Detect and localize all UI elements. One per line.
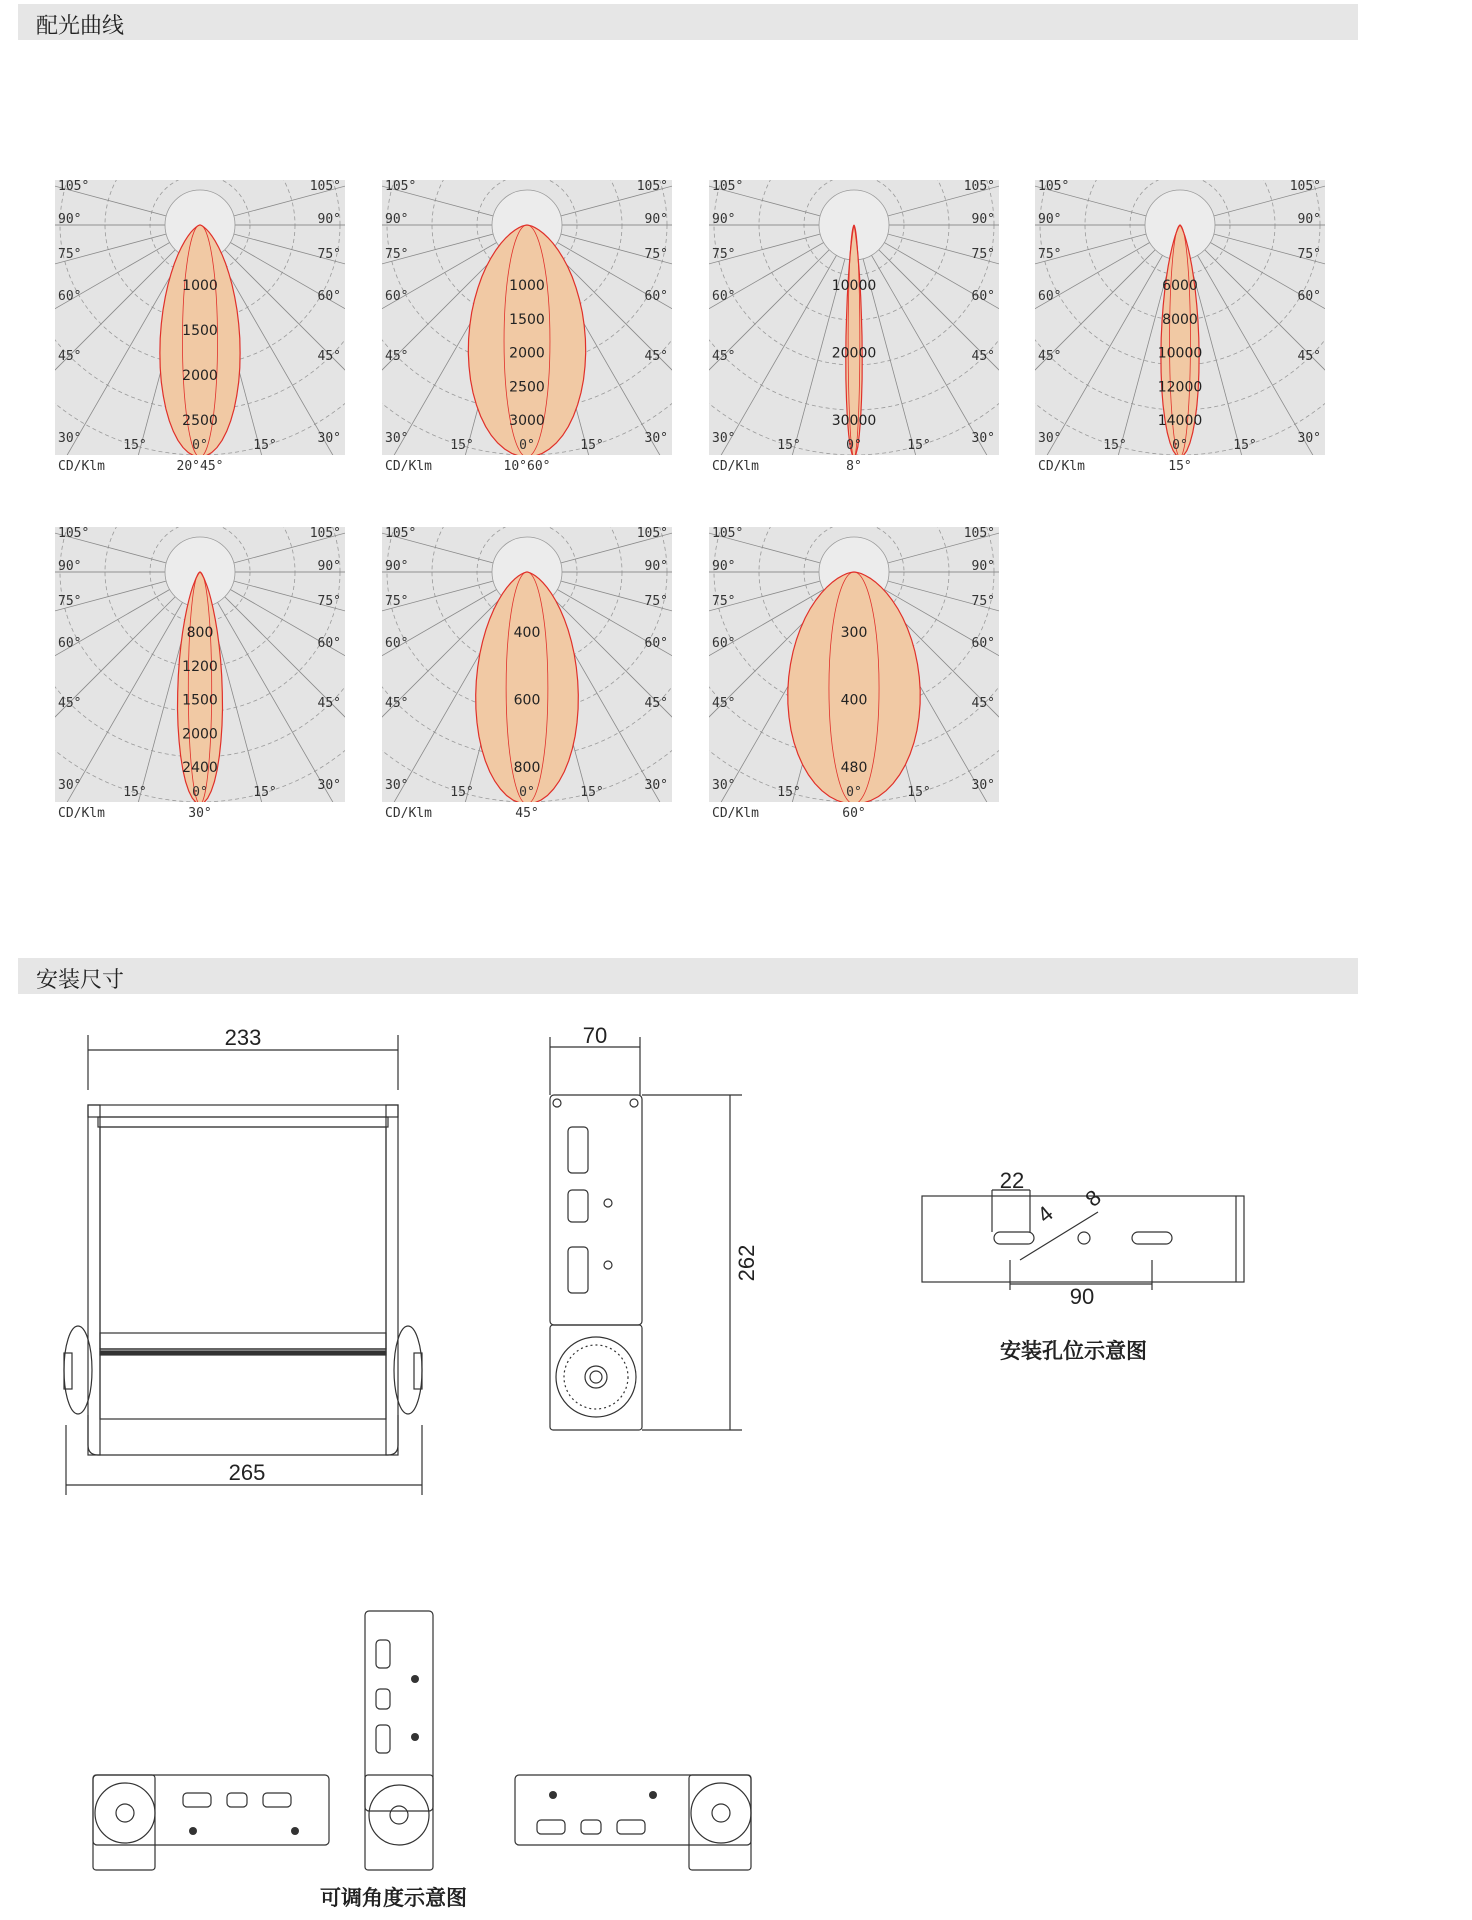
angle-label-right: 105°: [963, 527, 995, 541]
beam-angle-label: 15°: [1168, 459, 1192, 474]
section-title: 配光曲线: [36, 14, 125, 39]
dim-slot-width: 4: [1032, 1200, 1058, 1228]
bottom-tick-label: 15°: [450, 785, 474, 800]
bottom-tick-label: 15°: [253, 438, 277, 453]
radial-value-label: 400: [840, 692, 868, 709]
angle-label-right: 60°: [1297, 289, 1321, 304]
radial-value-label: 14000: [1157, 413, 1203, 429]
bottom-tick-label: 15°: [123, 785, 147, 800]
angle-label-left: 30°: [712, 778, 736, 793]
radial-value-label: 3000: [509, 413, 545, 429]
angle-label-right: 75°: [971, 247, 995, 262]
unit-label: CD/Klm: [385, 459, 432, 474]
radial-value-label: 2000: [509, 345, 545, 362]
side-view-drawing: [530, 1015, 770, 1455]
radial-value-label: 1500: [509, 311, 545, 328]
radial-value-label: 1000: [509, 278, 545, 294]
angle-label-right: 60°: [971, 636, 995, 651]
angle-label-right: 105°: [1289, 180, 1321, 194]
dim-height: 262: [734, 1244, 759, 1282]
unit-label: CD/Klm: [58, 459, 105, 474]
angle-label-left: 90°: [712, 559, 736, 574]
angle-label-right: 30°: [971, 778, 995, 793]
radial-value-label: 400: [513, 625, 541, 641]
bottom-tick-label: 15°: [580, 438, 604, 453]
section-title: 安装尺寸: [36, 968, 125, 993]
angle-label-right: 60°: [317, 636, 341, 651]
polar-chart-svg: [382, 527, 672, 827]
angle-label-left: 30°: [58, 778, 82, 793]
angle-label-left: 75°: [712, 247, 736, 262]
bottom-tick-label: 15°: [907, 438, 931, 453]
polar-chart: [1035, 180, 1325, 480]
angle-label-right: 90°: [317, 212, 341, 227]
angle-label-left: 30°: [58, 431, 82, 446]
angle-label-right: 90°: [1297, 212, 1321, 227]
bottom-tick-label: 15°: [777, 438, 801, 453]
angle-label-left: 105°: [1038, 180, 1070, 194]
angle-label-right: 75°: [317, 247, 341, 262]
dim-slot-distance: 90: [1069, 1284, 1095, 1309]
angle-label-left: 75°: [712, 594, 736, 609]
radial-value-label: 20000: [831, 345, 877, 362]
unit-label: CD/Klm: [385, 806, 432, 821]
dim-front-width: 233: [224, 1025, 262, 1050]
angle-label-left: 45°: [385, 349, 409, 364]
angle-label-right: 75°: [971, 594, 995, 609]
radial-value-label: 800: [186, 625, 214, 641]
angle-label-left: 45°: [385, 696, 409, 711]
angle-label-left: 60°: [1038, 289, 1062, 304]
angle-label-left: 60°: [385, 636, 409, 651]
polar-chart: [55, 527, 345, 827]
beam-angle-label: 10°60°: [503, 459, 551, 474]
angle-label-left: 105°: [385, 527, 417, 541]
bottom-tick-label: 0°: [846, 438, 862, 453]
bottom-tick-label: 15°: [450, 438, 474, 453]
angle-label-right: 45°: [971, 349, 995, 364]
angle-label-right: 105°: [309, 527, 341, 541]
angle-label-right: 30°: [644, 431, 668, 446]
radial-value-label: 8000: [1162, 311, 1198, 328]
angle-label-left: 90°: [385, 212, 409, 227]
radial-value-label: 30000: [831, 413, 877, 429]
angle-label-left: 45°: [1038, 349, 1062, 364]
radial-value-label: 2400: [182, 760, 218, 776]
unit-label: CD/Klm: [712, 806, 759, 821]
angle-label-left: 75°: [385, 594, 409, 609]
angle-label-left: 30°: [712, 431, 736, 446]
angle-label-left: 45°: [58, 349, 82, 364]
angle-label-left: 60°: [58, 636, 82, 651]
angle-label-left: 90°: [712, 212, 736, 227]
angle-label-right: 30°: [317, 431, 341, 446]
angle-label-right: 30°: [644, 778, 668, 793]
bottom-tick-label: 0°: [519, 438, 535, 453]
polar-chart-svg: [55, 527, 345, 827]
angle-label-left: 75°: [58, 594, 82, 609]
radial-value-label: 2500: [182, 413, 218, 429]
bottom-tick-label: 0°: [192, 785, 208, 800]
unit-label: CD/Klm: [58, 806, 105, 821]
polar-chart-svg: [55, 180, 345, 480]
mounting-holes-drawing: [910, 1160, 1250, 1310]
polar-chart-svg: [382, 180, 672, 480]
angle-label-right: 60°: [644, 636, 668, 651]
angle-label-right: 45°: [317, 696, 341, 711]
radial-value-label: 1000: [182, 278, 218, 294]
angle-label-right: 105°: [636, 527, 668, 541]
angle-label-right: 45°: [1297, 349, 1321, 364]
angle-label-right: 60°: [971, 289, 995, 304]
bottom-tick-label: 15°: [1233, 438, 1257, 453]
radial-value-label: 1500: [182, 323, 218, 339]
angle-label-right: 105°: [963, 180, 995, 194]
dim-side-depth: 70: [582, 1023, 608, 1048]
angle-label-left: 90°: [58, 559, 82, 574]
radial-value-label: 6000: [1162, 278, 1198, 294]
polar-chart: [55, 180, 345, 480]
angle-label-right: 45°: [317, 349, 341, 364]
caption-angle-adjust: 可调角度示意图: [320, 1886, 467, 1910]
angle-label-right: 75°: [644, 247, 668, 262]
dim-hole-spacing: 22: [999, 1168, 1025, 1193]
angle-label-right: 60°: [644, 289, 668, 304]
beam-angle-label: 60°: [842, 806, 866, 821]
unit-label: CD/Klm: [1038, 459, 1085, 474]
angle-label-right: 90°: [644, 559, 668, 574]
dim-hole-diameter: 8: [1080, 1184, 1106, 1212]
angle-label-right: 45°: [644, 696, 668, 711]
radial-value-label: 1200: [182, 658, 218, 675]
dim-total-width: 265: [228, 1460, 266, 1485]
angle-label-right: 75°: [1297, 247, 1321, 262]
beam-angle-label: 8°: [846, 459, 862, 474]
beam-angle-label: 20°45°: [176, 459, 224, 474]
polar-chart-svg: [709, 527, 999, 827]
polar-chart-svg: [1035, 180, 1325, 480]
caption-mounting-holes: 安装孔位示意图: [1000, 1339, 1147, 1363]
angle-label-left: 90°: [1038, 212, 1062, 227]
polar-chart: [709, 527, 999, 827]
bottom-tick-label: 15°: [580, 785, 604, 800]
bottom-tick-label: 0°: [846, 785, 862, 800]
angle-adjust-drawing: [85, 1605, 765, 1875]
section-header-installation: [18, 958, 1358, 994]
angle-label-right: 30°: [971, 431, 995, 446]
angle-label-left: 45°: [712, 696, 736, 711]
angle-label-right: 90°: [971, 212, 995, 227]
angle-label-left: 90°: [58, 212, 82, 227]
angle-label-right: 45°: [971, 696, 995, 711]
angle-label-left: 75°: [385, 247, 409, 262]
angle-label-right: 75°: [317, 594, 341, 609]
angle-label-right: 90°: [644, 212, 668, 227]
angle-label-left: 60°: [385, 289, 409, 304]
angle-label-right: 60°: [317, 289, 341, 304]
beam-angle-label: 45°: [515, 806, 539, 821]
bottom-tick-label: 0°: [192, 438, 208, 453]
angle-label-right: 45°: [644, 349, 668, 364]
angle-label-left: 105°: [712, 180, 744, 194]
radial-value-label: 800: [513, 760, 541, 776]
radial-value-label: 300: [840, 625, 868, 641]
bottom-tick-label: 15°: [123, 438, 147, 453]
angle-label-right: 105°: [636, 180, 668, 194]
radial-value-label: 600: [513, 692, 541, 709]
angle-label-right: 30°: [1297, 431, 1321, 446]
angle-label-right: 90°: [317, 559, 341, 574]
angle-label-left: 30°: [385, 431, 409, 446]
angle-label-left: 60°: [58, 289, 82, 304]
radial-value-label: 2000: [182, 726, 218, 743]
angle-label-left: 105°: [385, 180, 417, 194]
radial-value-label: 480: [840, 760, 868, 776]
angle-label-left: 105°: [58, 180, 90, 194]
polar-chart: [382, 527, 672, 827]
bottom-tick-label: 15°: [253, 785, 277, 800]
radial-value-label: 10000: [1157, 345, 1203, 362]
radial-value-label: 10000: [831, 278, 877, 294]
angle-label-right: 105°: [309, 180, 341, 194]
angle-label-left: 45°: [58, 696, 82, 711]
bottom-tick-label: 0°: [1172, 438, 1188, 453]
bottom-tick-label: 15°: [1103, 438, 1127, 453]
angle-label-right: 30°: [317, 778, 341, 793]
angle-label-left: 30°: [385, 778, 409, 793]
radial-value-label: 12000: [1157, 379, 1203, 396]
angle-label-left: 75°: [1038, 247, 1062, 262]
angle-label-left: 105°: [712, 527, 744, 541]
angle-label-left: 45°: [712, 349, 736, 364]
unit-label: CD/Klm: [712, 459, 759, 474]
angle-label-left: 90°: [385, 559, 409, 574]
bottom-tick-label: 15°: [907, 785, 931, 800]
radial-value-label: 1500: [182, 692, 218, 709]
polar-chart: [382, 180, 672, 480]
angle-label-left: 105°: [58, 527, 90, 541]
polar-chart-svg: [709, 180, 999, 480]
bottom-tick-label: 15°: [777, 785, 801, 800]
angle-label-right: 75°: [644, 594, 668, 609]
angle-label-left: 60°: [712, 289, 736, 304]
bottom-tick-label: 0°: [519, 785, 535, 800]
angle-label-right: 90°: [971, 559, 995, 574]
radial-value-label: 2500: [509, 379, 545, 396]
polar-chart: [709, 180, 999, 480]
radial-value-label: 2000: [182, 368, 218, 384]
beam-angle-label: 30°: [188, 806, 212, 821]
angle-label-left: 60°: [712, 636, 736, 651]
section-header-light-distribution: [18, 4, 1358, 40]
angle-label-left: 30°: [1038, 431, 1062, 446]
angle-label-left: 75°: [58, 247, 82, 262]
front-view-drawing: [50, 1015, 450, 1515]
